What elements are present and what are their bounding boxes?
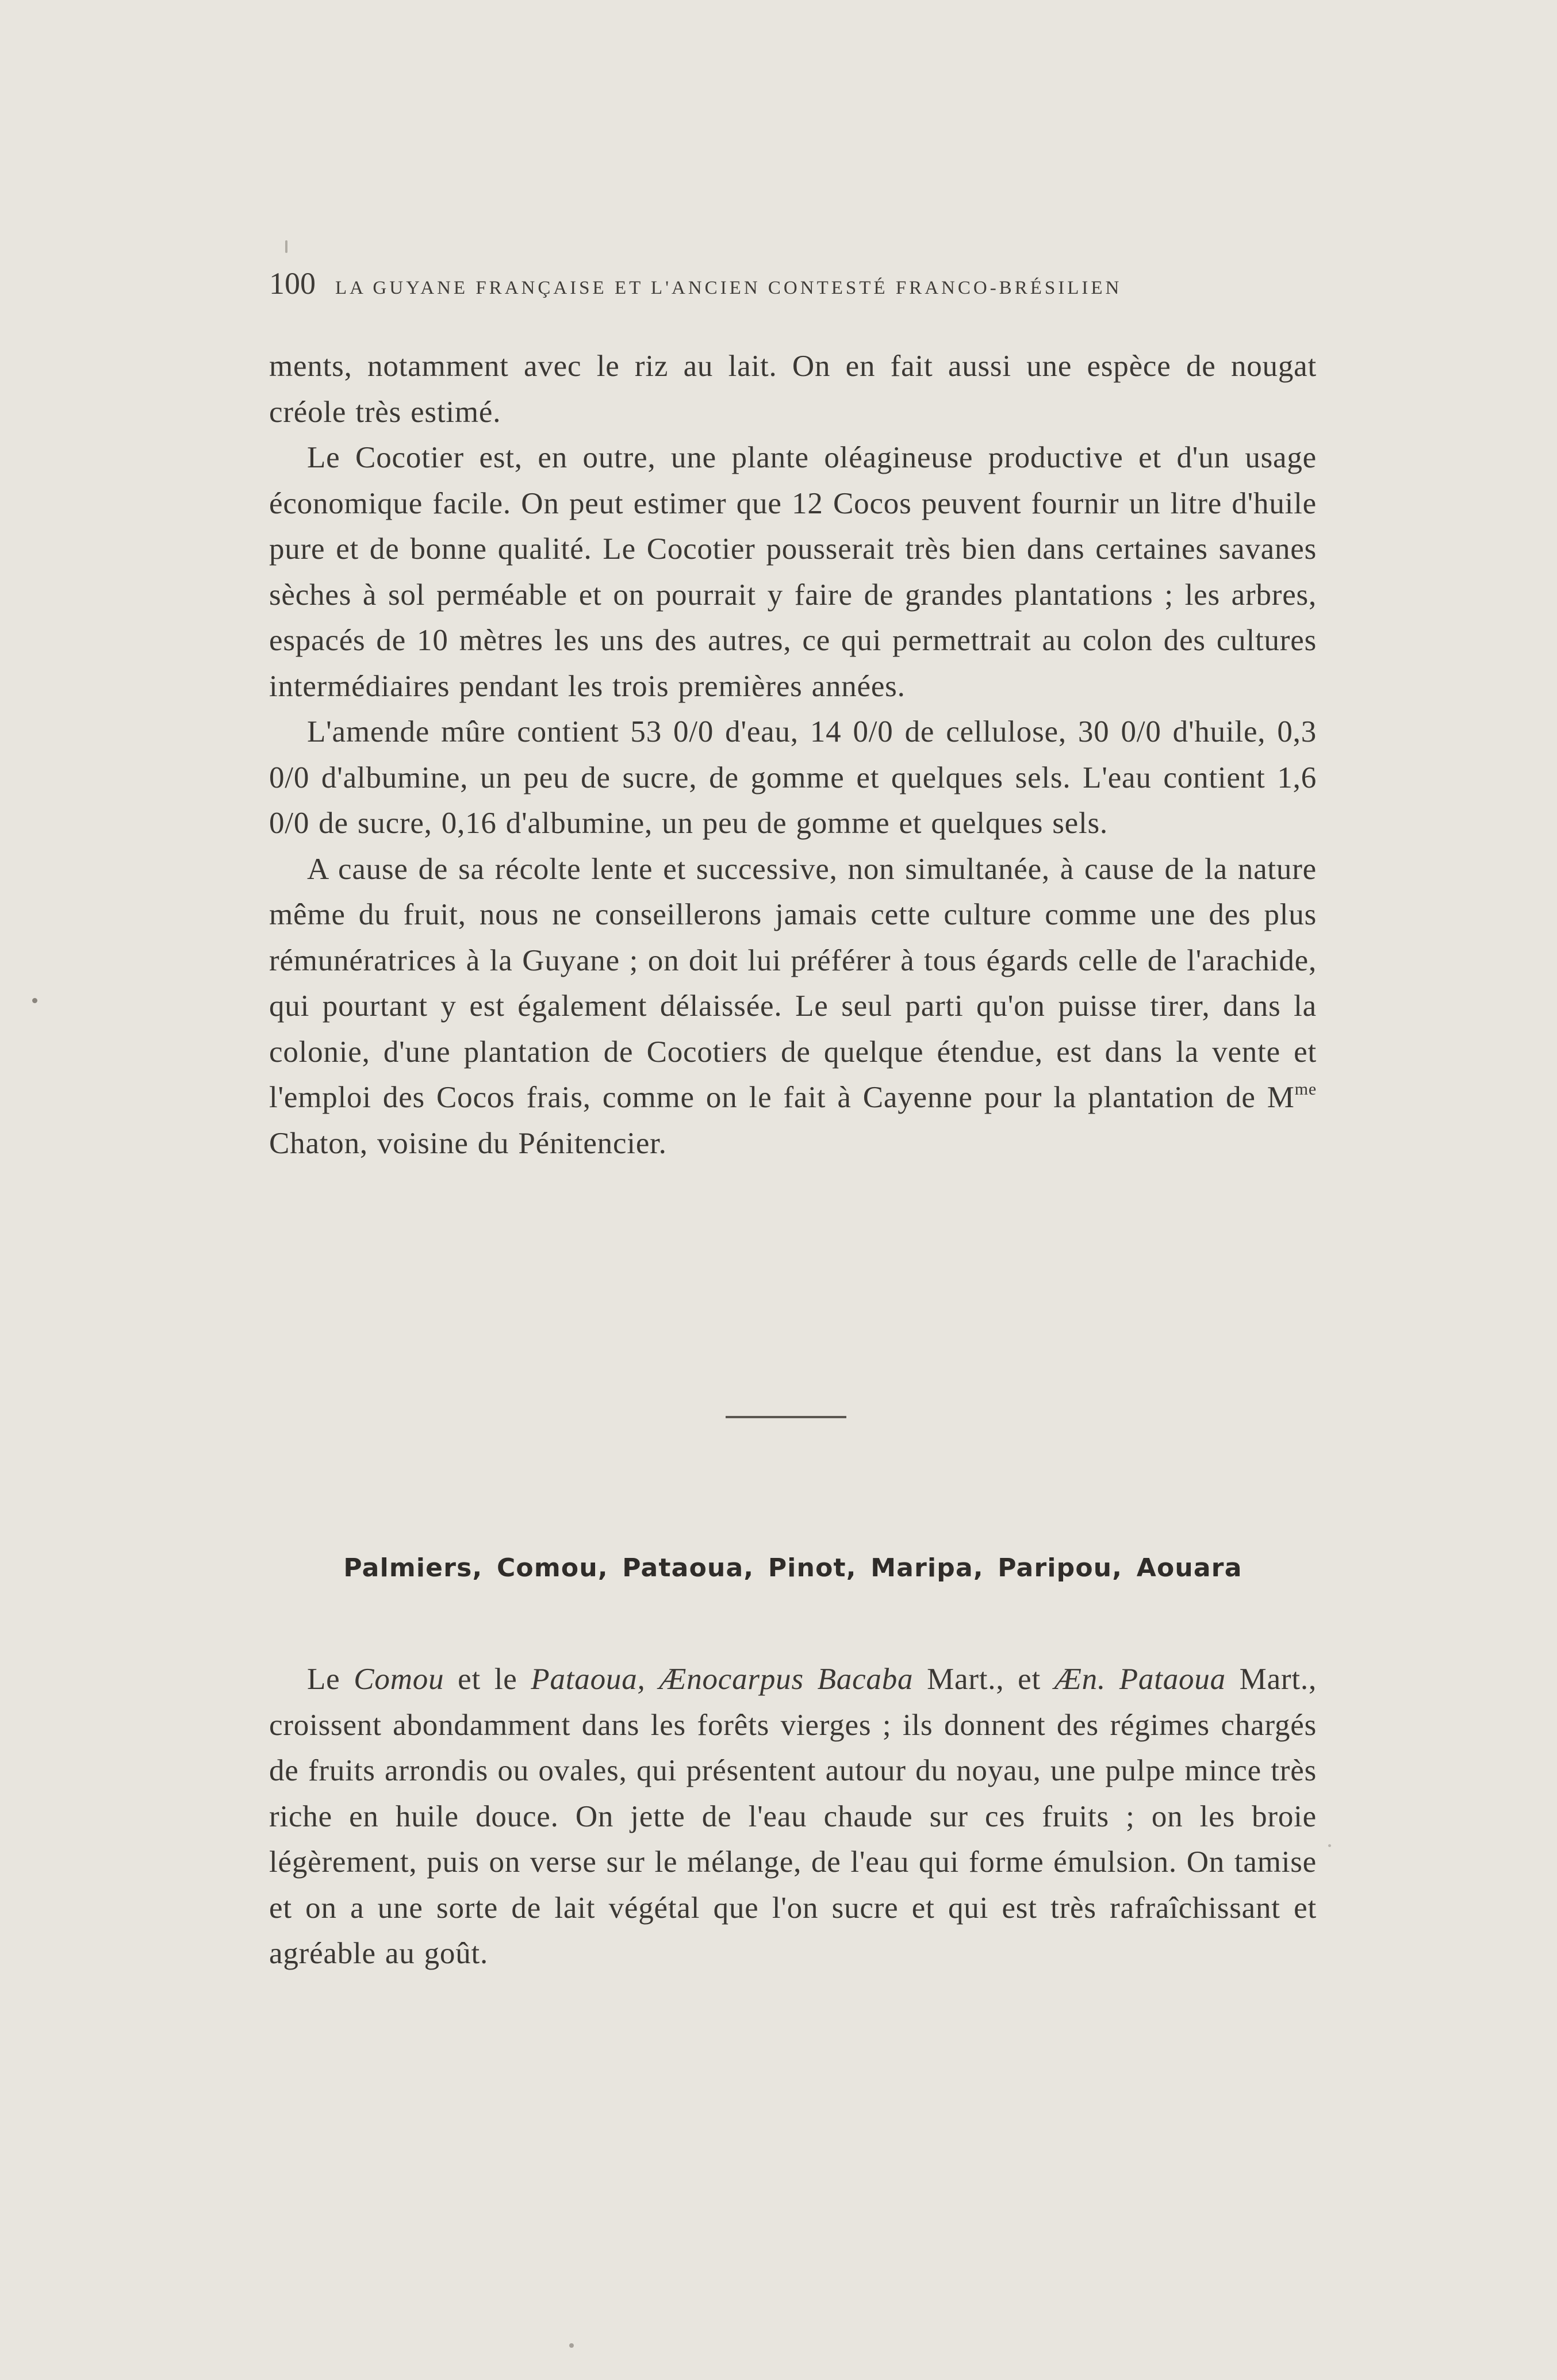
paragraph-cocotier: Le Cocotier est, en outre, une plante oléagineuse productive et d'un usage économique facile. On peut estimer que 12 Cocos peuvent fournir un litre d'huile pure et de bonne qualité. Le Cocotier pousserait très bien dans certaines savanes sèches à sol perméable et on pourrait y faire de grandes plantations ; les arbres, espacés de 10 mètres les uns des autres, ce qui permettrait au colon des cultures intermédiaires pendant les trois premières années. xyxy=(269,441,1317,703)
recolte-text: A cause de sa récolte lente et successive, non simultanée, à cause de la nature même du fruit, nous ne conseillerons jamais cette culture comme une des plus rémunératrices à la Guyane ; on doit lui préférer à tous égards celle de l'arachide, qui pourtant y est également délaissée. Le seul parti qu'on puisse tirer, dans la colonie, d'une plantation de Cocotiers de quelque étendue, est dans la vente et l'emploi des Cocos frais, comme on le fait à Cayenne pour la plantation de M xyxy=(269,852,1317,1114)
paragraph-continuation: ments, notamment avec le riz au lait. On en fait aussi une espèce de nougat créole très estimé. xyxy=(269,350,1317,429)
paper-speck xyxy=(569,2343,574,2348)
paragraph-recolte xyxy=(269,847,1317,1167)
palmiers-intro: Le xyxy=(307,1663,354,1696)
pataoua-term: Pataoua, Ænocarpus Bacaba xyxy=(531,1663,914,1696)
section-separator xyxy=(726,1416,846,1418)
paper-speck xyxy=(285,240,287,253)
aen-pataoua-term: Æn. Pataoua xyxy=(1054,1663,1226,1696)
section-two-text xyxy=(269,1657,1317,1977)
paragraph-amende: L'amende mûre contient 53 0/0 d'eau, 14 0/0 de cellulose, 30 0/0 d'huile, 0,3 0/0 d'albumine, un peu de sucre, de gomme et quelques sels. L'eau contient 1,6 0/0 de sucre, 0,16 d'albumine, un peu de gomme et quelques sels. xyxy=(269,715,1317,840)
recolte-text-end: Chaton, voisine du Pénitencier. xyxy=(269,1126,667,1160)
running-title: LA GUYANE FRANÇAISE ET L'ANCIEN CONTESTÉ FRANCO-BRÉSILIEN xyxy=(335,278,1122,298)
palmiers-rest: Mart., croissent abondamment dans les forêts vierges ; ils donnent des régimes chargés de fruits arrondis ou ovales, qui présentent autour du noyau, une pulpe mince très riche en huile douce. On jette de l'eau chaude sur ces fruits ; on les broie légèrement, puis on verse sur le mélange, de l'eau qui forme émulsion. On tamise et on a une sorte de lait végétal que l'on sucre et qui est très rafraîchissant et agréable au goût. xyxy=(269,1663,1317,1970)
running-header xyxy=(269,266,1247,300)
madame-superscript: me xyxy=(1294,1080,1317,1099)
section-heading: Palmiers, Comou, Pataoua, Pinot, Maripa, Paripou, Aouara xyxy=(343,1553,1242,1583)
page-number: 100 xyxy=(269,266,316,301)
section-one-text xyxy=(269,344,1317,1166)
comou-term: Comou xyxy=(354,1663,444,1696)
palmiers-and: et le xyxy=(444,1663,531,1696)
paper-speck xyxy=(1328,1844,1331,1847)
paper-speck xyxy=(32,998,37,1003)
palmiers-mart: Mart., et xyxy=(913,1663,1054,1696)
paragraph-palmiers xyxy=(269,1657,1317,1977)
